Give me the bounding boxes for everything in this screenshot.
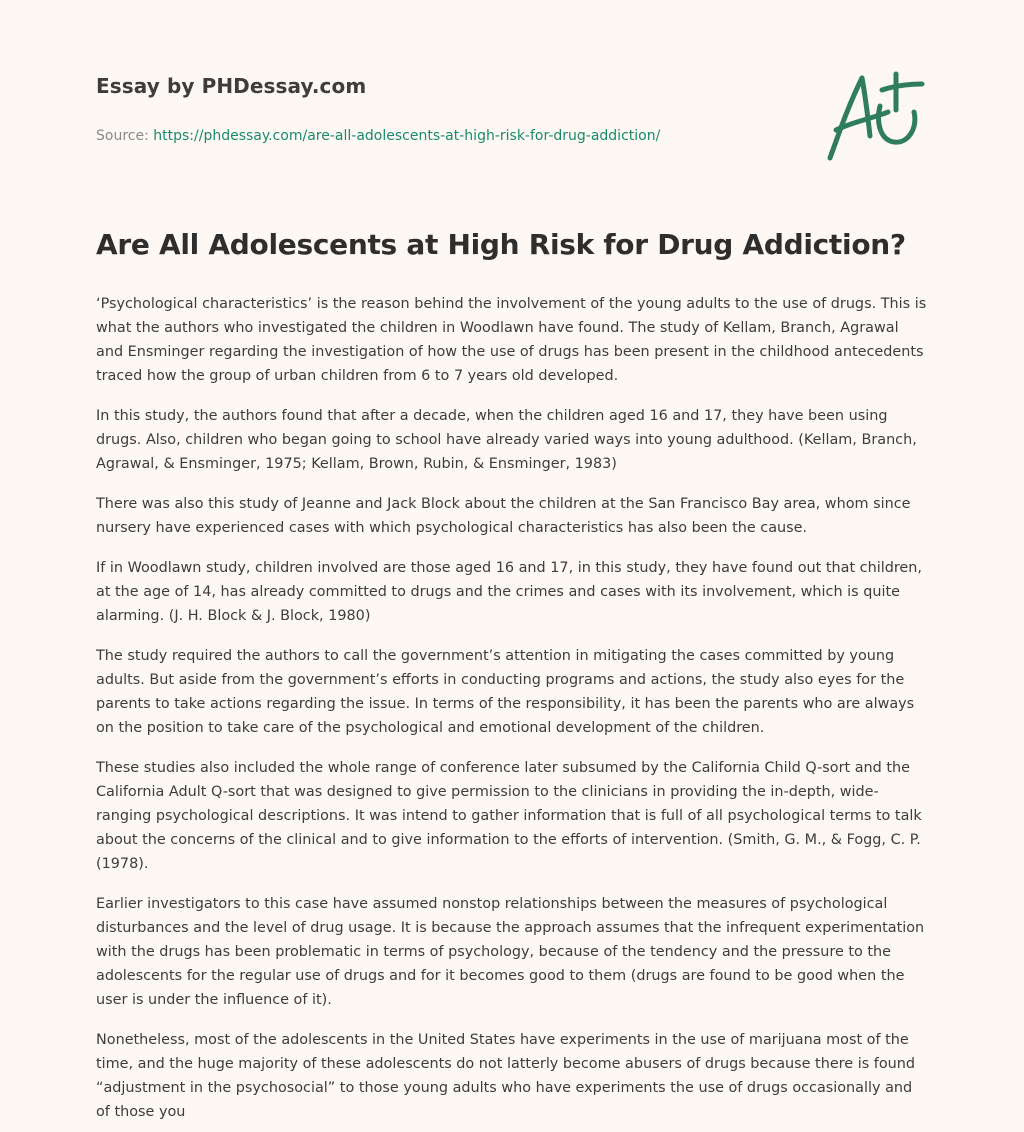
a-plus-grade-icon [822, 66, 926, 166]
essay-title: Are All Adolescents at High Risk for Drug Addiction? [96, 228, 906, 261]
site-brand: Essay by PHDessay.com [96, 74, 367, 98]
essay-paragraph: The study required the authors to call the government’s attention in mitigating the cases committed by young adults. But aside from the government’s efforts in conducting programs and actions, the study also eyes for the parents to take actions regarding the issue. In terms of the responsibility, it has been the parents who are always on the position to take care of the psychological and emotional development of the children. [96, 648, 915, 736]
source-link[interactable]: https://phdessay.com/are-all-adolescents-at-high-risk-for-drug-addiction/ [153, 128, 661, 144]
essay-body [96, 222, 928, 1132]
essay-paragraph: Nonetheless, most of the adolescents in the United States have experiments in the use of marijuana most of the time, and the huge majority of these adolescents do not latterly become abusers of drugs because there is found “adjustment in the psychosocial” to those young adults who have experiments the use of drugs occasionally and of those you [96, 1032, 916, 1120]
page-header [96, 74, 796, 144]
essay-paragraph: If in Woodlawn study, children involved are those aged 16 and 17, in this study, they have found out that children, at the age of 14, has already committed to drugs and the crimes and cases with its involvement, which is quite alarming. (J. H. Block & J. Block, 1980) [96, 560, 922, 624]
essay-paragraph: These studies also included the whole range of conference later subsumed by the California Child Q-sort and the California Adult Q-sort that was designed to give permission to the clinicians in providing the in-depth, wide-ranging psychological descriptions. It was intend to gather information that is full of all psychological terms to talk about the concerns of the clinical and to give information to the efforts of intervention. (Smith, G. M., & Fogg, C. P. (1978). [96, 760, 922, 872]
essay-paragraph: ‘Psychological characteristics’ is the reason behind the involvement of the young adults to the use of drugs. This is what the authors who investigated the children in Woodlawn have found. The study of Kellam, Branch, Agrawal and Ensminger regarding the investigation of how the use of drugs has been present in the childhood antecedents traced how the group of urban children from 6 to 7 years old developed. [96, 296, 927, 384]
essay-paragraph: Earlier investigators to this case have assumed nonstop relationships between the measures of psychological disturbances and the level of drug usage. It is because the approach assumes that the infrequent experimentation with the drugs has been problematic in terms of psychology, because of the tendency and the pressure to the adolescents for the regular use of drugs and for it becomes good to them (drugs are found to be good when the user is under the influence of it). [96, 896, 925, 1008]
essay-paragraph: In this study, the authors found that after a decade, when the children aged 16 and 17, they have been using drugs. Also, children who began going to school have already varied ways into young adulthood. (Kellam, Branch, Agrawal, & Ensminger, 1975; Kellam, Brown, Rubin, & Ensminger, 1983) [96, 408, 917, 472]
source-line [96, 128, 796, 144]
essay-paragraph: There was also this study of Jeanne and Jack Block about the children at the San Francisco Bay area, whom since nursery have experienced cases with which psychological characteristics has also been the cause. [96, 496, 911, 536]
source-label: Source: [96, 128, 149, 144]
